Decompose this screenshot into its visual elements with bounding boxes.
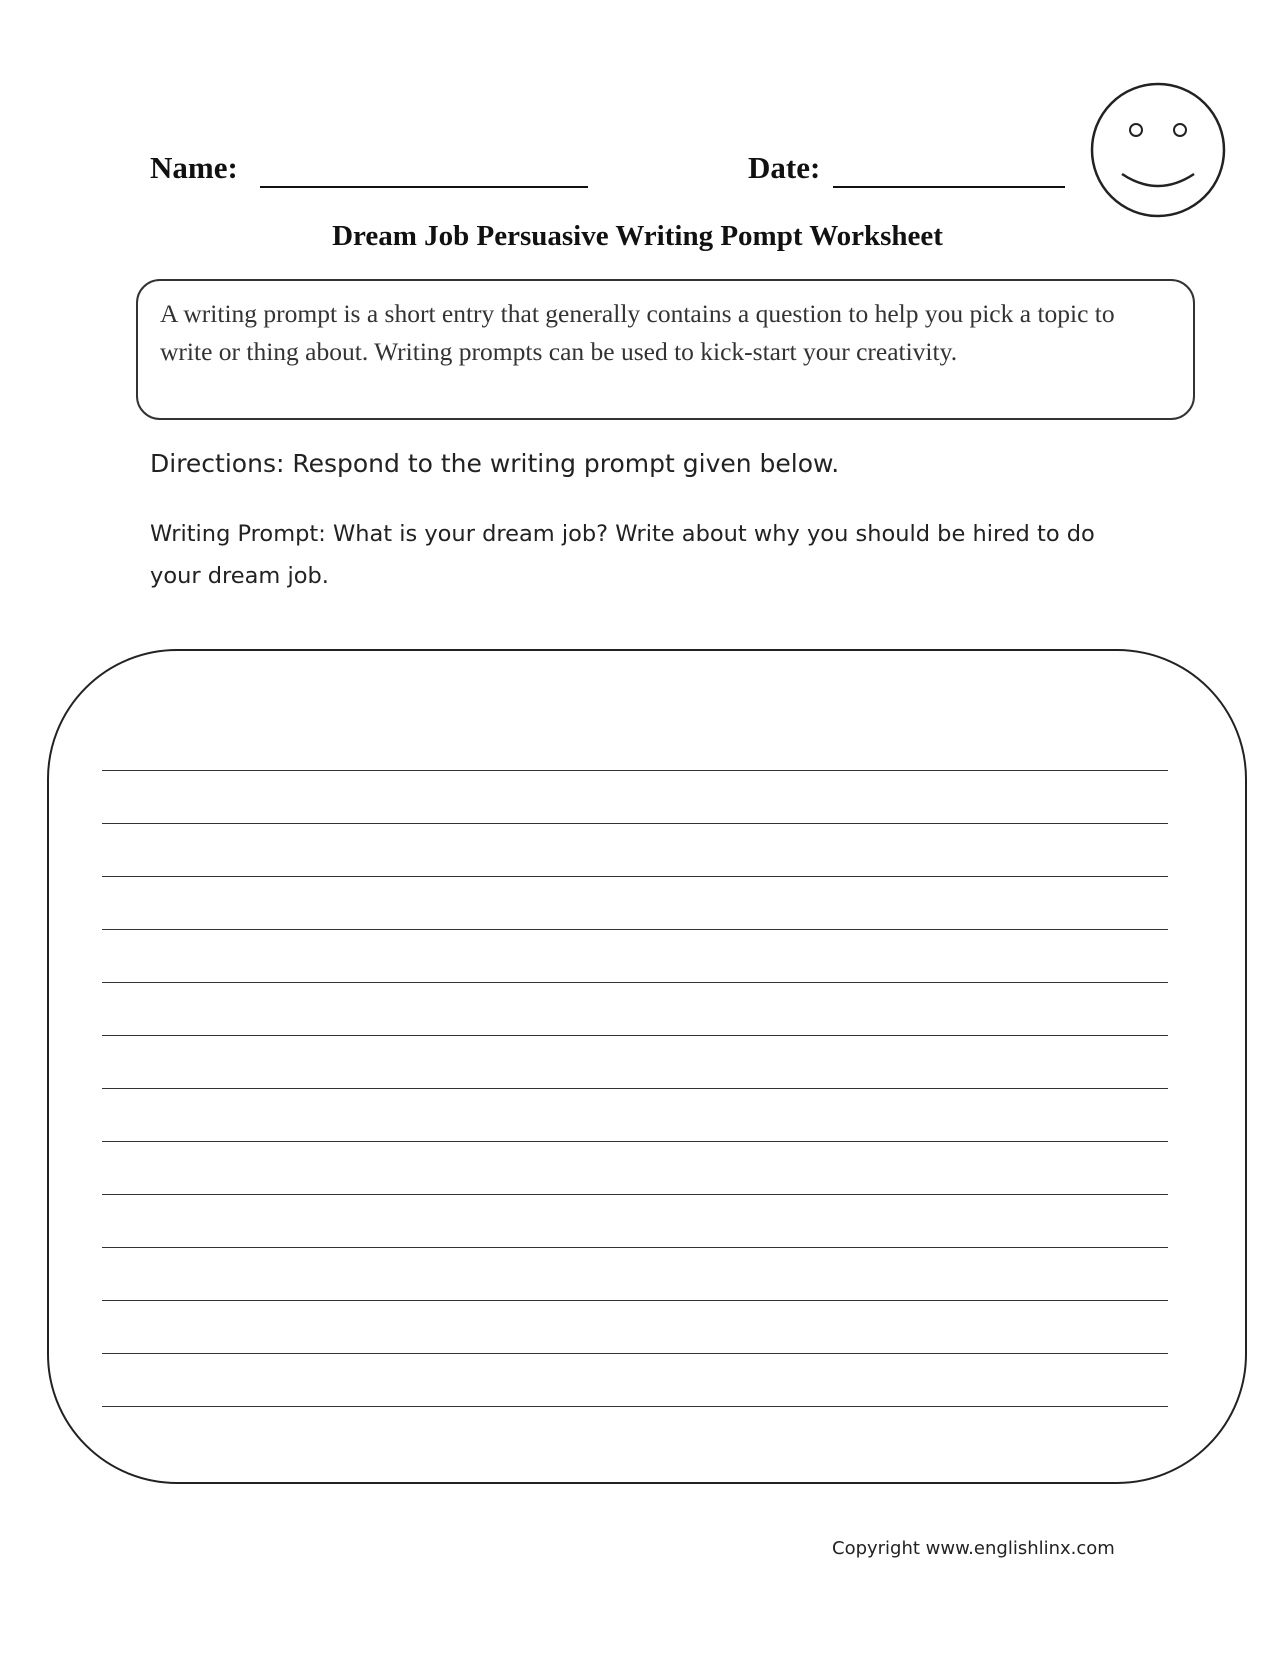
writing-lines[interactable] (102, 770, 1168, 1459)
smiley-face-icon (1088, 80, 1228, 220)
name-field[interactable] (260, 186, 588, 188)
writing-line[interactable] (102, 982, 1168, 1035)
page-title: Dream Job Persuasive Writing Pompt Worksheet (332, 220, 943, 252)
writing-line[interactable] (102, 1088, 1168, 1141)
copyright-text: Copyright www.englishlinx.com (832, 1538, 1115, 1559)
date-label: Date: (748, 150, 821, 185)
name-label: Name: (150, 150, 238, 185)
date-field[interactable] (833, 186, 1065, 188)
writing-line[interactable] (102, 929, 1168, 982)
directions-text: Directions: Respond to the writing prompt given below. (150, 449, 840, 478)
intro-box (136, 279, 1195, 420)
writing-line[interactable] (102, 823, 1168, 876)
writing-line[interactable] (102, 1035, 1168, 1088)
writing-line[interactable] (102, 1406, 1168, 1459)
writing-line[interactable] (102, 1300, 1168, 1353)
writing-line[interactable] (102, 770, 1168, 823)
writing-line[interactable] (102, 1141, 1168, 1194)
writing-line[interactable] (102, 1247, 1168, 1300)
writing-line[interactable] (102, 876, 1168, 929)
intro-text: A writing prompt is a short entry that generally contains a question to help you pick a topic to write or thing about. Writing prompts can be used to kick-start your creativity. (160, 299, 1115, 366)
writing-line[interactable] (102, 1194, 1168, 1247)
writing-prompt-text: Writing Prompt: What is your dream job? Write about why you should be hired to do your dream job. (150, 521, 1095, 589)
writing-line[interactable] (102, 1353, 1168, 1406)
